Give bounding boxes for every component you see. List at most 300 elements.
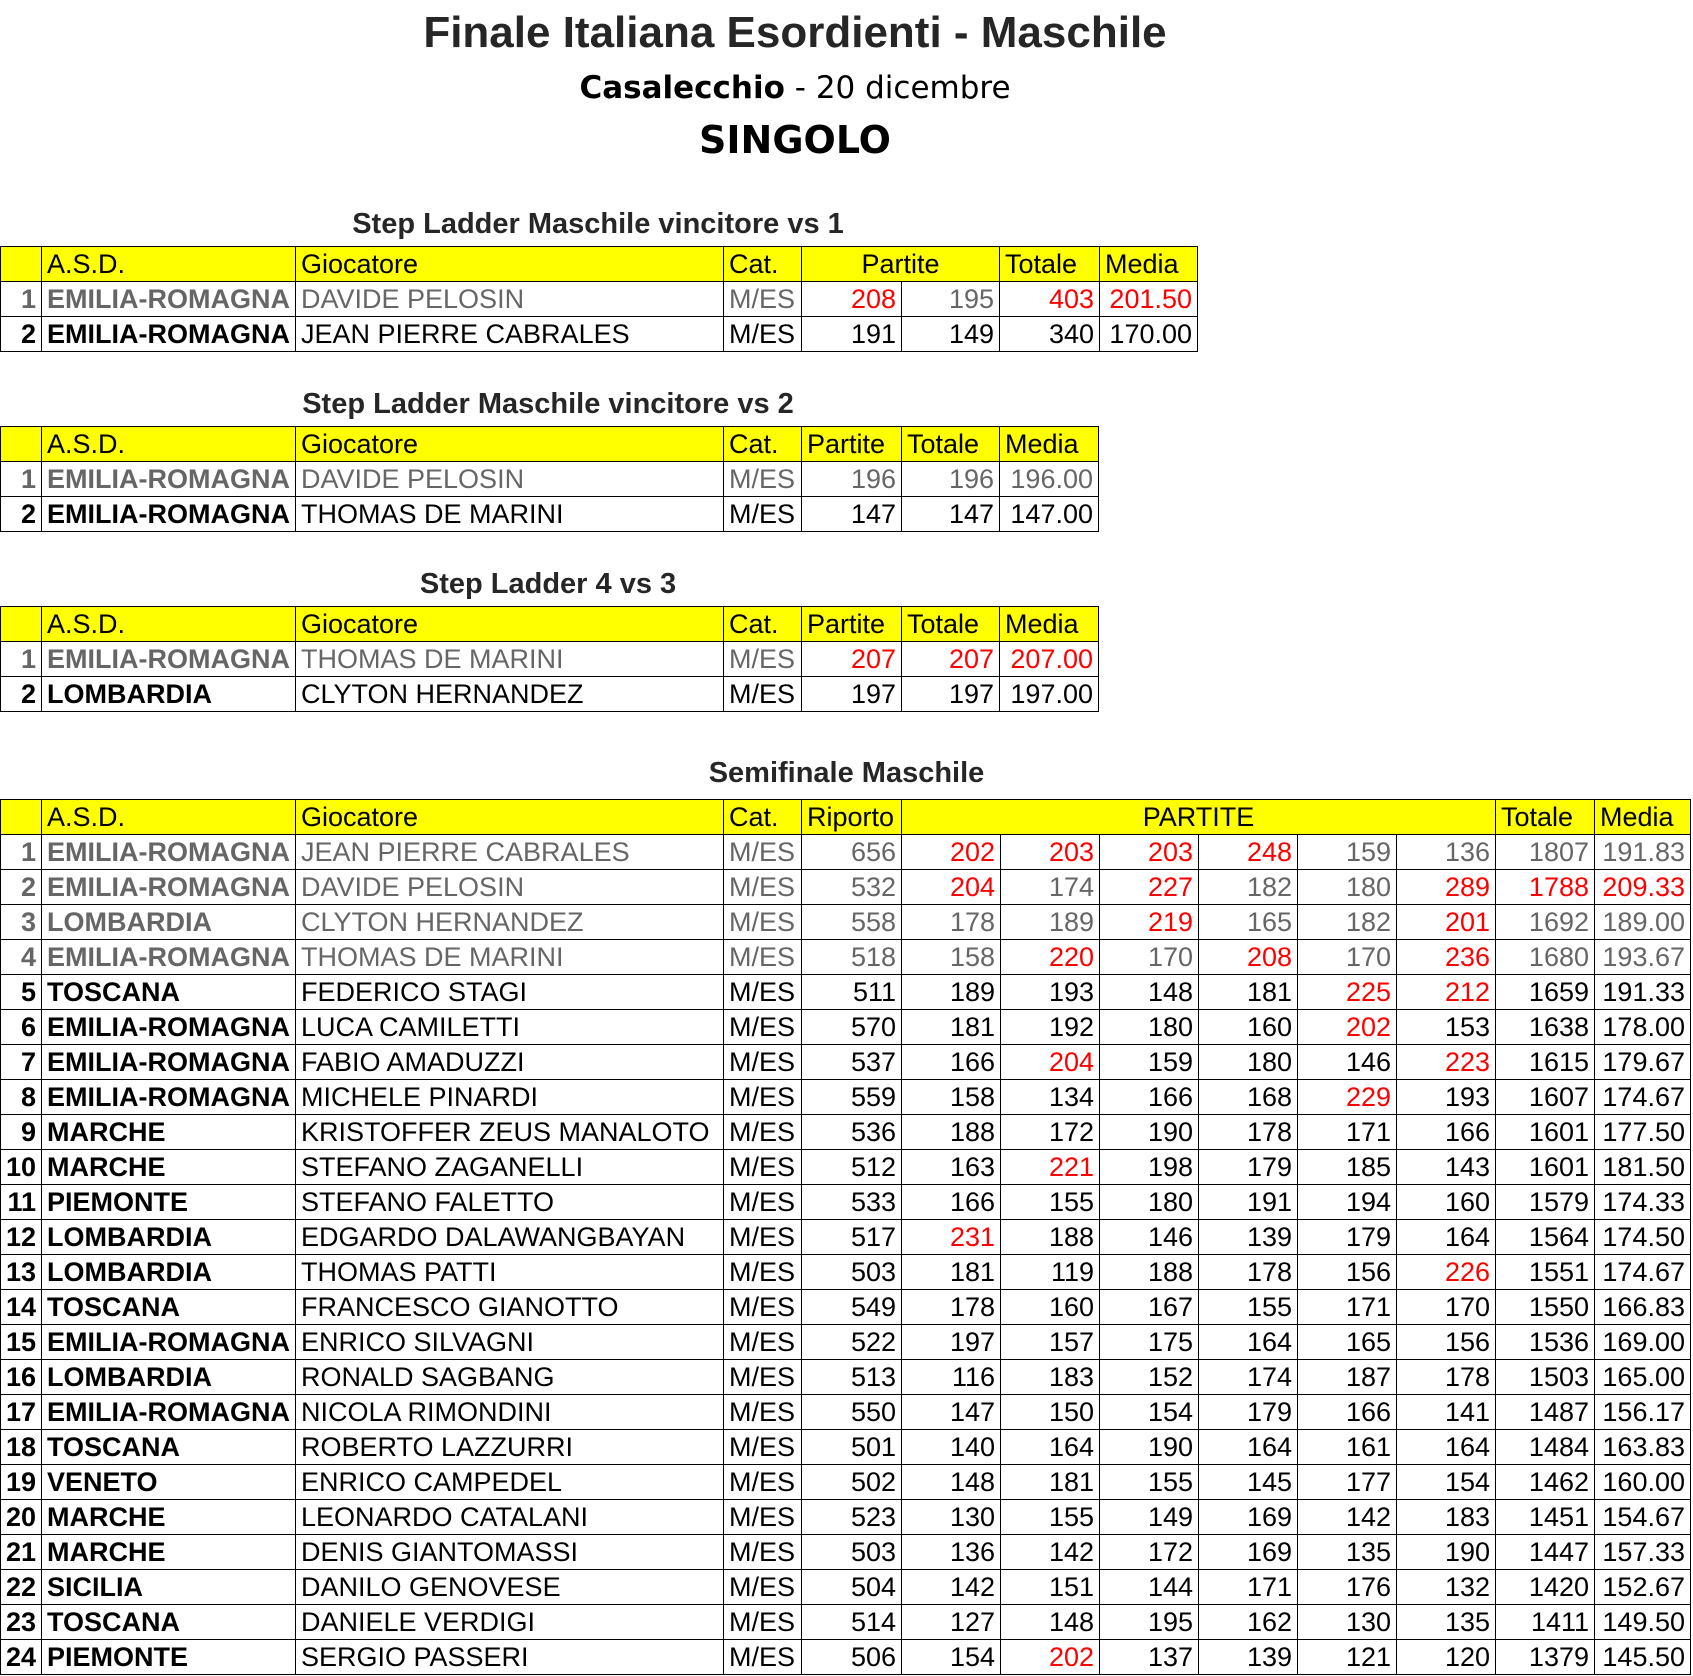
game-score-cell: 178: [1397, 1360, 1496, 1395]
carry-cell: 656: [802, 835, 902, 870]
asd-cell: EMILIA-ROMAGNA: [42, 1080, 296, 1115]
asd-cell: VENETO: [42, 1465, 296, 1500]
category-cell: M/ES: [724, 1500, 802, 1535]
game-score-cell: 154: [1397, 1465, 1496, 1500]
category-cell: M/ES: [724, 1185, 802, 1220]
asd-cell: PIEMONTE: [42, 1185, 296, 1220]
carry-cell: 533: [802, 1185, 902, 1220]
category-cell: M/ES: [724, 1465, 802, 1500]
game-score-cell: 172: [1001, 1115, 1100, 1150]
category-cell: M/ES: [724, 497, 802, 532]
header-games: PARTITE: [902, 800, 1496, 835]
game-score-cell: 146: [1298, 1045, 1397, 1080]
game-score-cell: 193: [1397, 1080, 1496, 1115]
header-pos: [1, 800, 42, 835]
total-cell: 1462: [1496, 1465, 1595, 1500]
average-cell: 169.00: [1595, 1325, 1691, 1360]
table-row: [1, 1570, 1691, 1605]
rank-cell: 2: [1, 677, 42, 712]
asd-cell: EMILIA-ROMAGNA: [42, 317, 296, 352]
game-score-cell: 134: [1001, 1080, 1100, 1115]
table-row: [1, 870, 1691, 905]
game-score-cell: 147: [802, 497, 902, 532]
total-cell: 147: [902, 497, 1000, 532]
table-row: [1, 1150, 1691, 1185]
asd-cell: EMILIA-ROMAGNA: [42, 282, 296, 317]
total-cell: 1601: [1496, 1115, 1595, 1150]
category-cell: M/ES: [724, 1570, 802, 1605]
game-score-cell: 191: [802, 317, 902, 352]
game-score-cell: 174: [1199, 1360, 1298, 1395]
table-row: [1, 1185, 1691, 1220]
game-score-cell: 140: [902, 1430, 1001, 1465]
table-row: [1, 1395, 1691, 1430]
player-cell: KRISTOFFER ZEUS MANALOTO: [296, 1115, 724, 1150]
game-score-cell: 139: [1199, 1220, 1298, 1255]
asd-cell: TOSCANA: [42, 1430, 296, 1465]
game-score-cell: 181: [1199, 975, 1298, 1010]
game-score-cell: 195: [902, 282, 1000, 317]
game-score-cell: 148: [1001, 1605, 1100, 1640]
header-avg: Media: [1000, 427, 1099, 462]
game-score-cell: 152: [1100, 1360, 1199, 1395]
carry-cell: 559: [802, 1080, 902, 1115]
rank-cell: 16: [1, 1360, 42, 1395]
header-pos: [1, 247, 42, 282]
category-cell: M/ES: [724, 1150, 802, 1185]
asd-cell: LOMBARDIA: [42, 905, 296, 940]
asd-cell: EMILIA-ROMAGNA: [42, 497, 296, 532]
game-score-cell: 172: [1100, 1535, 1199, 1570]
table-row: [1, 1255, 1691, 1290]
rank-cell: 17: [1, 1395, 42, 1430]
asd-cell: EMILIA-ROMAGNA: [42, 1395, 296, 1430]
header-games: Partite: [802, 427, 902, 462]
game-score-cell: 178: [902, 1290, 1001, 1325]
game-score-cell: 182: [1199, 870, 1298, 905]
total-cell: 1503: [1496, 1360, 1595, 1395]
game-score-cell: 183: [1001, 1360, 1100, 1395]
category-cell: M/ES: [724, 835, 802, 870]
table-row: [1, 1115, 1691, 1150]
header-avg: Media: [1100, 247, 1198, 282]
carry-cell: 504: [802, 1570, 902, 1605]
player-cell: ENRICO SILVAGNI: [296, 1325, 724, 1360]
rank-cell: 1: [1, 462, 42, 497]
average-cell: 154.67: [1595, 1500, 1691, 1535]
game-score-cell: 171: [1199, 1570, 1298, 1605]
average-cell: 196.00: [1000, 462, 1099, 497]
game-score-cell: 148: [1100, 975, 1199, 1010]
game-score-cell: 164: [1397, 1220, 1496, 1255]
game-score-cell: 180: [1100, 1185, 1199, 1220]
game-score-cell: 248: [1199, 835, 1298, 870]
table-row: [1, 975, 1691, 1010]
player-cell: RONALD SAGBANG: [296, 1360, 724, 1395]
game-score-cell: 289: [1397, 870, 1496, 905]
game-score-cell: 166: [1397, 1115, 1496, 1150]
total-cell: 1807: [1496, 835, 1595, 870]
category-cell: M/ES: [724, 1255, 802, 1290]
game-score-cell: 116: [902, 1360, 1001, 1395]
total-cell: 1379: [1496, 1640, 1595, 1675]
category-cell: M/ES: [724, 1395, 802, 1430]
table-row: [1, 642, 1099, 677]
game-score-cell: 142: [1001, 1535, 1100, 1570]
game-score-cell: 160: [1397, 1185, 1496, 1220]
game-score-cell: 169: [1199, 1535, 1298, 1570]
table-row: [1, 1535, 1691, 1570]
step-ladder-2-table: [0, 426, 1099, 532]
carry-cell: 501: [802, 1430, 902, 1465]
player-cell: LEONARDO CATALANI: [296, 1500, 724, 1535]
rank-cell: 1: [1, 835, 42, 870]
category-cell: M/ES: [724, 870, 802, 905]
total-cell: 1579: [1496, 1185, 1595, 1220]
semifinal-table: [0, 799, 1691, 1675]
table-title-semifinal: Semifinale Maschile: [708, 757, 985, 789]
game-score-cell: 180: [1298, 870, 1397, 905]
header-cat: Cat.: [724, 427, 802, 462]
carry-cell: 536: [802, 1115, 902, 1150]
header-cat: Cat.: [724, 607, 802, 642]
asd-cell: LOMBARDIA: [42, 1220, 296, 1255]
category-cell: M/ES: [724, 1045, 802, 1080]
header-total: Totale: [1000, 247, 1100, 282]
rank-cell: 1: [1, 642, 42, 677]
game-score-cell: 198: [1100, 1150, 1199, 1185]
table-row: [1, 1290, 1691, 1325]
table-row: [1, 1325, 1691, 1360]
carry-cell: 523: [802, 1500, 902, 1535]
game-score-cell: 226: [1397, 1255, 1496, 1290]
player-cell: FABIO AMADUZZI: [296, 1045, 724, 1080]
player-cell: ENRICO CAMPEDEL: [296, 1465, 724, 1500]
game-score-cell: 182: [1298, 905, 1397, 940]
header-asd: A.S.D.: [42, 247, 296, 282]
category-cell: M/ES: [724, 282, 802, 317]
game-score-cell: 155: [1001, 1185, 1100, 1220]
step-ladder-3-table: [0, 606, 1099, 712]
header-games: Partite: [802, 607, 902, 642]
header-player: Giocatore: [296, 607, 724, 642]
total-cell: 1447: [1496, 1535, 1595, 1570]
rank-cell: 5: [1, 975, 42, 1010]
header-pos: [1, 607, 42, 642]
average-cell: 147.00: [1000, 497, 1099, 532]
game-score-cell: 190: [1397, 1535, 1496, 1570]
game-score-cell: 219: [1100, 905, 1199, 940]
game-score-cell: 220: [1001, 940, 1100, 975]
average-cell: 191.33: [1595, 975, 1691, 1010]
total-cell: 197: [902, 677, 1000, 712]
game-score-cell: 149: [902, 317, 1000, 352]
rank-cell: 13: [1, 1255, 42, 1290]
table-row: [1, 905, 1691, 940]
event-subtitle: [0, 70, 1590, 106]
rank-cell: 2: [1, 497, 42, 532]
page-title: Finale Italiana Esordienti - Maschile: [423, 8, 1167, 57]
player-cell: FRANCESCO GIANOTTO: [296, 1290, 724, 1325]
asd-cell: MARCHE: [42, 1115, 296, 1150]
carry-cell: 532: [802, 870, 902, 905]
total-cell: 1659: [1496, 975, 1595, 1010]
game-score-cell: 188: [1100, 1255, 1199, 1290]
game-score-cell: 119: [1001, 1255, 1100, 1290]
header-avg: Media: [1000, 607, 1099, 642]
rank-cell: 14: [1, 1290, 42, 1325]
game-score-cell: 136: [902, 1535, 1001, 1570]
player-cell: LUCA CAMILETTI: [296, 1010, 724, 1045]
average-cell: 149.50: [1595, 1605, 1691, 1640]
header-cat: Cat.: [724, 800, 802, 835]
game-score-cell: 225: [1298, 975, 1397, 1010]
average-cell: 189.00: [1595, 905, 1691, 940]
game-score-cell: 197: [902, 1325, 1001, 1360]
category-cell: M/ES: [724, 1115, 802, 1150]
game-score-cell: 153: [1397, 1010, 1496, 1045]
total-cell: 1484: [1496, 1430, 1595, 1465]
game-score-cell: 164: [1199, 1430, 1298, 1465]
game-score-cell: 203: [1001, 835, 1100, 870]
table-row: [1, 1465, 1691, 1500]
game-score-cell: 142: [902, 1570, 1001, 1605]
subtitle-separator: -: [784, 70, 816, 106]
game-score-cell: 164: [1199, 1325, 1298, 1360]
game-score-cell: 143: [1397, 1150, 1496, 1185]
category-cell: M/ES: [724, 975, 802, 1010]
game-score-cell: 201: [1397, 905, 1496, 940]
game-score-cell: 155: [1199, 1290, 1298, 1325]
rank-cell: 22: [1, 1570, 42, 1605]
header-total: Totale: [902, 607, 1000, 642]
header-total: Totale: [1496, 800, 1595, 835]
average-cell: 177.50: [1595, 1115, 1691, 1150]
game-score-cell: 192: [1001, 1010, 1100, 1045]
asd-cell: LOMBARDIA: [42, 1360, 296, 1395]
table-row: [1, 1605, 1691, 1640]
average-cell: 193.67: [1595, 940, 1691, 975]
game-score-cell: 160: [1199, 1010, 1298, 1045]
category-cell: M/ES: [724, 905, 802, 940]
table-row: [1, 1220, 1691, 1255]
game-score-cell: 151: [1001, 1570, 1100, 1605]
total-cell: 196: [902, 462, 1000, 497]
asd-cell: PIEMONTE: [42, 1640, 296, 1675]
game-score-cell: 180: [1199, 1045, 1298, 1080]
game-score-cell: 197: [802, 677, 902, 712]
section-title: SINGOLO: [699, 118, 891, 162]
category-cell: M/ES: [724, 1010, 802, 1045]
rank-cell: 4: [1, 940, 42, 975]
average-cell: 201.50: [1100, 282, 1198, 317]
total-cell: 1420: [1496, 1570, 1595, 1605]
total-cell: 1607: [1496, 1080, 1595, 1115]
average-cell: 170.00: [1100, 317, 1198, 352]
game-score-cell: 178: [902, 905, 1001, 940]
player-cell: DAVIDE PELOSIN: [296, 462, 724, 497]
game-score-cell: 161: [1298, 1430, 1397, 1465]
asd-cell: EMILIA-ROMAGNA: [42, 1045, 296, 1080]
table-title-step-ladder-3: Step Ladder 4 vs 3: [419, 568, 677, 600]
player-cell: JEAN PIERRE CABRALES: [296, 835, 724, 870]
rank-cell: 21: [1, 1535, 42, 1570]
category-cell: M/ES: [724, 677, 802, 712]
game-score-cell: 165: [1199, 905, 1298, 940]
game-score-cell: 162: [1199, 1605, 1298, 1640]
player-cell: ROBERTO LAZZURRI: [296, 1430, 724, 1465]
game-score-cell: 171: [1298, 1290, 1397, 1325]
game-score-cell: 166: [902, 1045, 1001, 1080]
game-score-cell: 202: [1001, 1640, 1100, 1675]
asd-cell: LOMBARDIA: [42, 1255, 296, 1290]
carry-cell: 511: [802, 975, 902, 1010]
game-score-cell: 181: [902, 1010, 1001, 1045]
game-score-cell: 180: [1100, 1010, 1199, 1045]
player-cell: CLYTON HERNANDEZ: [296, 677, 724, 712]
header-asd: A.S.D.: [42, 800, 296, 835]
header-asd: A.S.D.: [42, 607, 296, 642]
table-row: [1, 677, 1099, 712]
game-score-cell: 190: [1100, 1430, 1199, 1465]
average-cell: 209.33: [1595, 870, 1691, 905]
rank-cell: 10: [1, 1150, 42, 1185]
table-row: [1, 462, 1099, 497]
game-score-cell: 190: [1100, 1115, 1199, 1150]
player-cell: DANIELE VERDIGI: [296, 1605, 724, 1640]
asd-cell: EMILIA-ROMAGNA: [42, 1325, 296, 1360]
rank-cell: 8: [1, 1080, 42, 1115]
category-cell: M/ES: [724, 642, 802, 677]
player-cell: FEDERICO STAGI: [296, 975, 724, 1010]
game-score-cell: 164: [1397, 1430, 1496, 1465]
rank-cell: 20: [1, 1500, 42, 1535]
table-row: [1, 1500, 1691, 1535]
header-cat: Cat.: [724, 247, 802, 282]
total-cell: 1564: [1496, 1220, 1595, 1255]
carry-cell: 550: [802, 1395, 902, 1430]
total-cell: 1411: [1496, 1605, 1595, 1640]
table-row: [1, 1080, 1691, 1115]
average-cell: 207.00: [1000, 642, 1099, 677]
average-cell: 197.00: [1000, 677, 1099, 712]
table-row: [1, 497, 1099, 532]
asd-cell: EMILIA-ROMAGNA: [42, 462, 296, 497]
category-cell: M/ES: [724, 462, 802, 497]
rank-cell: 9: [1, 1115, 42, 1150]
average-cell: 157.33: [1595, 1535, 1691, 1570]
game-score-cell: 195: [1100, 1605, 1199, 1640]
carry-cell: 513: [802, 1360, 902, 1395]
game-score-cell: 203: [1100, 835, 1199, 870]
game-score-cell: 179: [1298, 1220, 1397, 1255]
table-row: [1, 317, 1198, 352]
player-cell: THOMAS PATTI: [296, 1255, 724, 1290]
table-row: [1, 835, 1691, 870]
game-score-cell: 147: [902, 1395, 1001, 1430]
game-score-cell: 156: [1298, 1255, 1397, 1290]
game-score-cell: 166: [1298, 1395, 1397, 1430]
game-score-cell: 121: [1298, 1640, 1397, 1675]
total-cell: 1601: [1496, 1150, 1595, 1185]
table-row: [1, 1360, 1691, 1395]
table-header-row: [1, 247, 1198, 282]
average-cell: 191.83: [1595, 835, 1691, 870]
game-score-cell: 208: [1199, 940, 1298, 975]
game-score-cell: 221: [1001, 1150, 1100, 1185]
game-score-cell: 183: [1397, 1500, 1496, 1535]
game-score-cell: 194: [1298, 1185, 1397, 1220]
category-cell: M/ES: [724, 1325, 802, 1360]
total-cell: 1615: [1496, 1045, 1595, 1080]
category-cell: M/ES: [724, 1290, 802, 1325]
total-cell: 207: [902, 642, 1000, 677]
carry-cell: 570: [802, 1010, 902, 1045]
table-header-row: [1, 800, 1691, 835]
game-score-cell: 193: [1001, 975, 1100, 1010]
game-score-cell: 158: [902, 1080, 1001, 1115]
player-cell: DAVIDE PELOSIN: [296, 282, 724, 317]
game-score-cell: 229: [1298, 1080, 1397, 1115]
table-row: [1, 1640, 1691, 1675]
asd-cell: LOMBARDIA: [42, 677, 296, 712]
category-cell: M/ES: [724, 1535, 802, 1570]
carry-cell: 502: [802, 1465, 902, 1500]
game-score-cell: 174: [1001, 870, 1100, 905]
game-score-cell: 231: [902, 1220, 1001, 1255]
asd-cell: TOSCANA: [42, 1605, 296, 1640]
rank-cell: 23: [1, 1605, 42, 1640]
game-score-cell: 163: [902, 1150, 1001, 1185]
game-score-cell: 135: [1397, 1605, 1496, 1640]
game-score-cell: 169: [1199, 1500, 1298, 1535]
average-cell: 181.50: [1595, 1150, 1691, 1185]
total-cell: 1788: [1496, 870, 1595, 905]
total-cell: 403: [1000, 282, 1100, 317]
game-score-cell: 167: [1100, 1290, 1199, 1325]
average-cell: 160.00: [1595, 1465, 1691, 1500]
total-cell: 1638: [1496, 1010, 1595, 1045]
player-cell: CLYTON HERNANDEZ: [296, 905, 724, 940]
player-cell: EDGARDO DALAWANGBAYAN: [296, 1220, 724, 1255]
carry-cell: 503: [802, 1535, 902, 1570]
game-score-cell: 145: [1199, 1465, 1298, 1500]
carry-cell: 512: [802, 1150, 902, 1185]
rank-cell: 11: [1, 1185, 42, 1220]
category-cell: M/ES: [724, 1360, 802, 1395]
category-cell: M/ES: [724, 1220, 802, 1255]
game-score-cell: 181: [902, 1255, 1001, 1290]
carry-cell: 518: [802, 940, 902, 975]
game-score-cell: 159: [1100, 1045, 1199, 1080]
asd-cell: EMILIA-ROMAGNA: [42, 1010, 296, 1045]
game-score-cell: 170: [1397, 1290, 1496, 1325]
game-score-cell: 155: [1001, 1500, 1100, 1535]
player-cell: DANILO GENOVESE: [296, 1570, 724, 1605]
player-cell: THOMAS DE MARINI: [296, 642, 724, 677]
game-score-cell: 166: [902, 1185, 1001, 1220]
total-cell: 1551: [1496, 1255, 1595, 1290]
total-cell: 1680: [1496, 940, 1595, 975]
asd-cell: EMILIA-ROMAGNA: [42, 642, 296, 677]
player-cell: SERGIO PASSERI: [296, 1640, 724, 1675]
game-score-cell: 171: [1298, 1115, 1397, 1150]
average-cell: 152.67: [1595, 1570, 1691, 1605]
asd-cell: MARCHE: [42, 1150, 296, 1185]
rank-cell: 12: [1, 1220, 42, 1255]
asd-cell: SICILIA: [42, 1570, 296, 1605]
carry-cell: 517: [802, 1220, 902, 1255]
